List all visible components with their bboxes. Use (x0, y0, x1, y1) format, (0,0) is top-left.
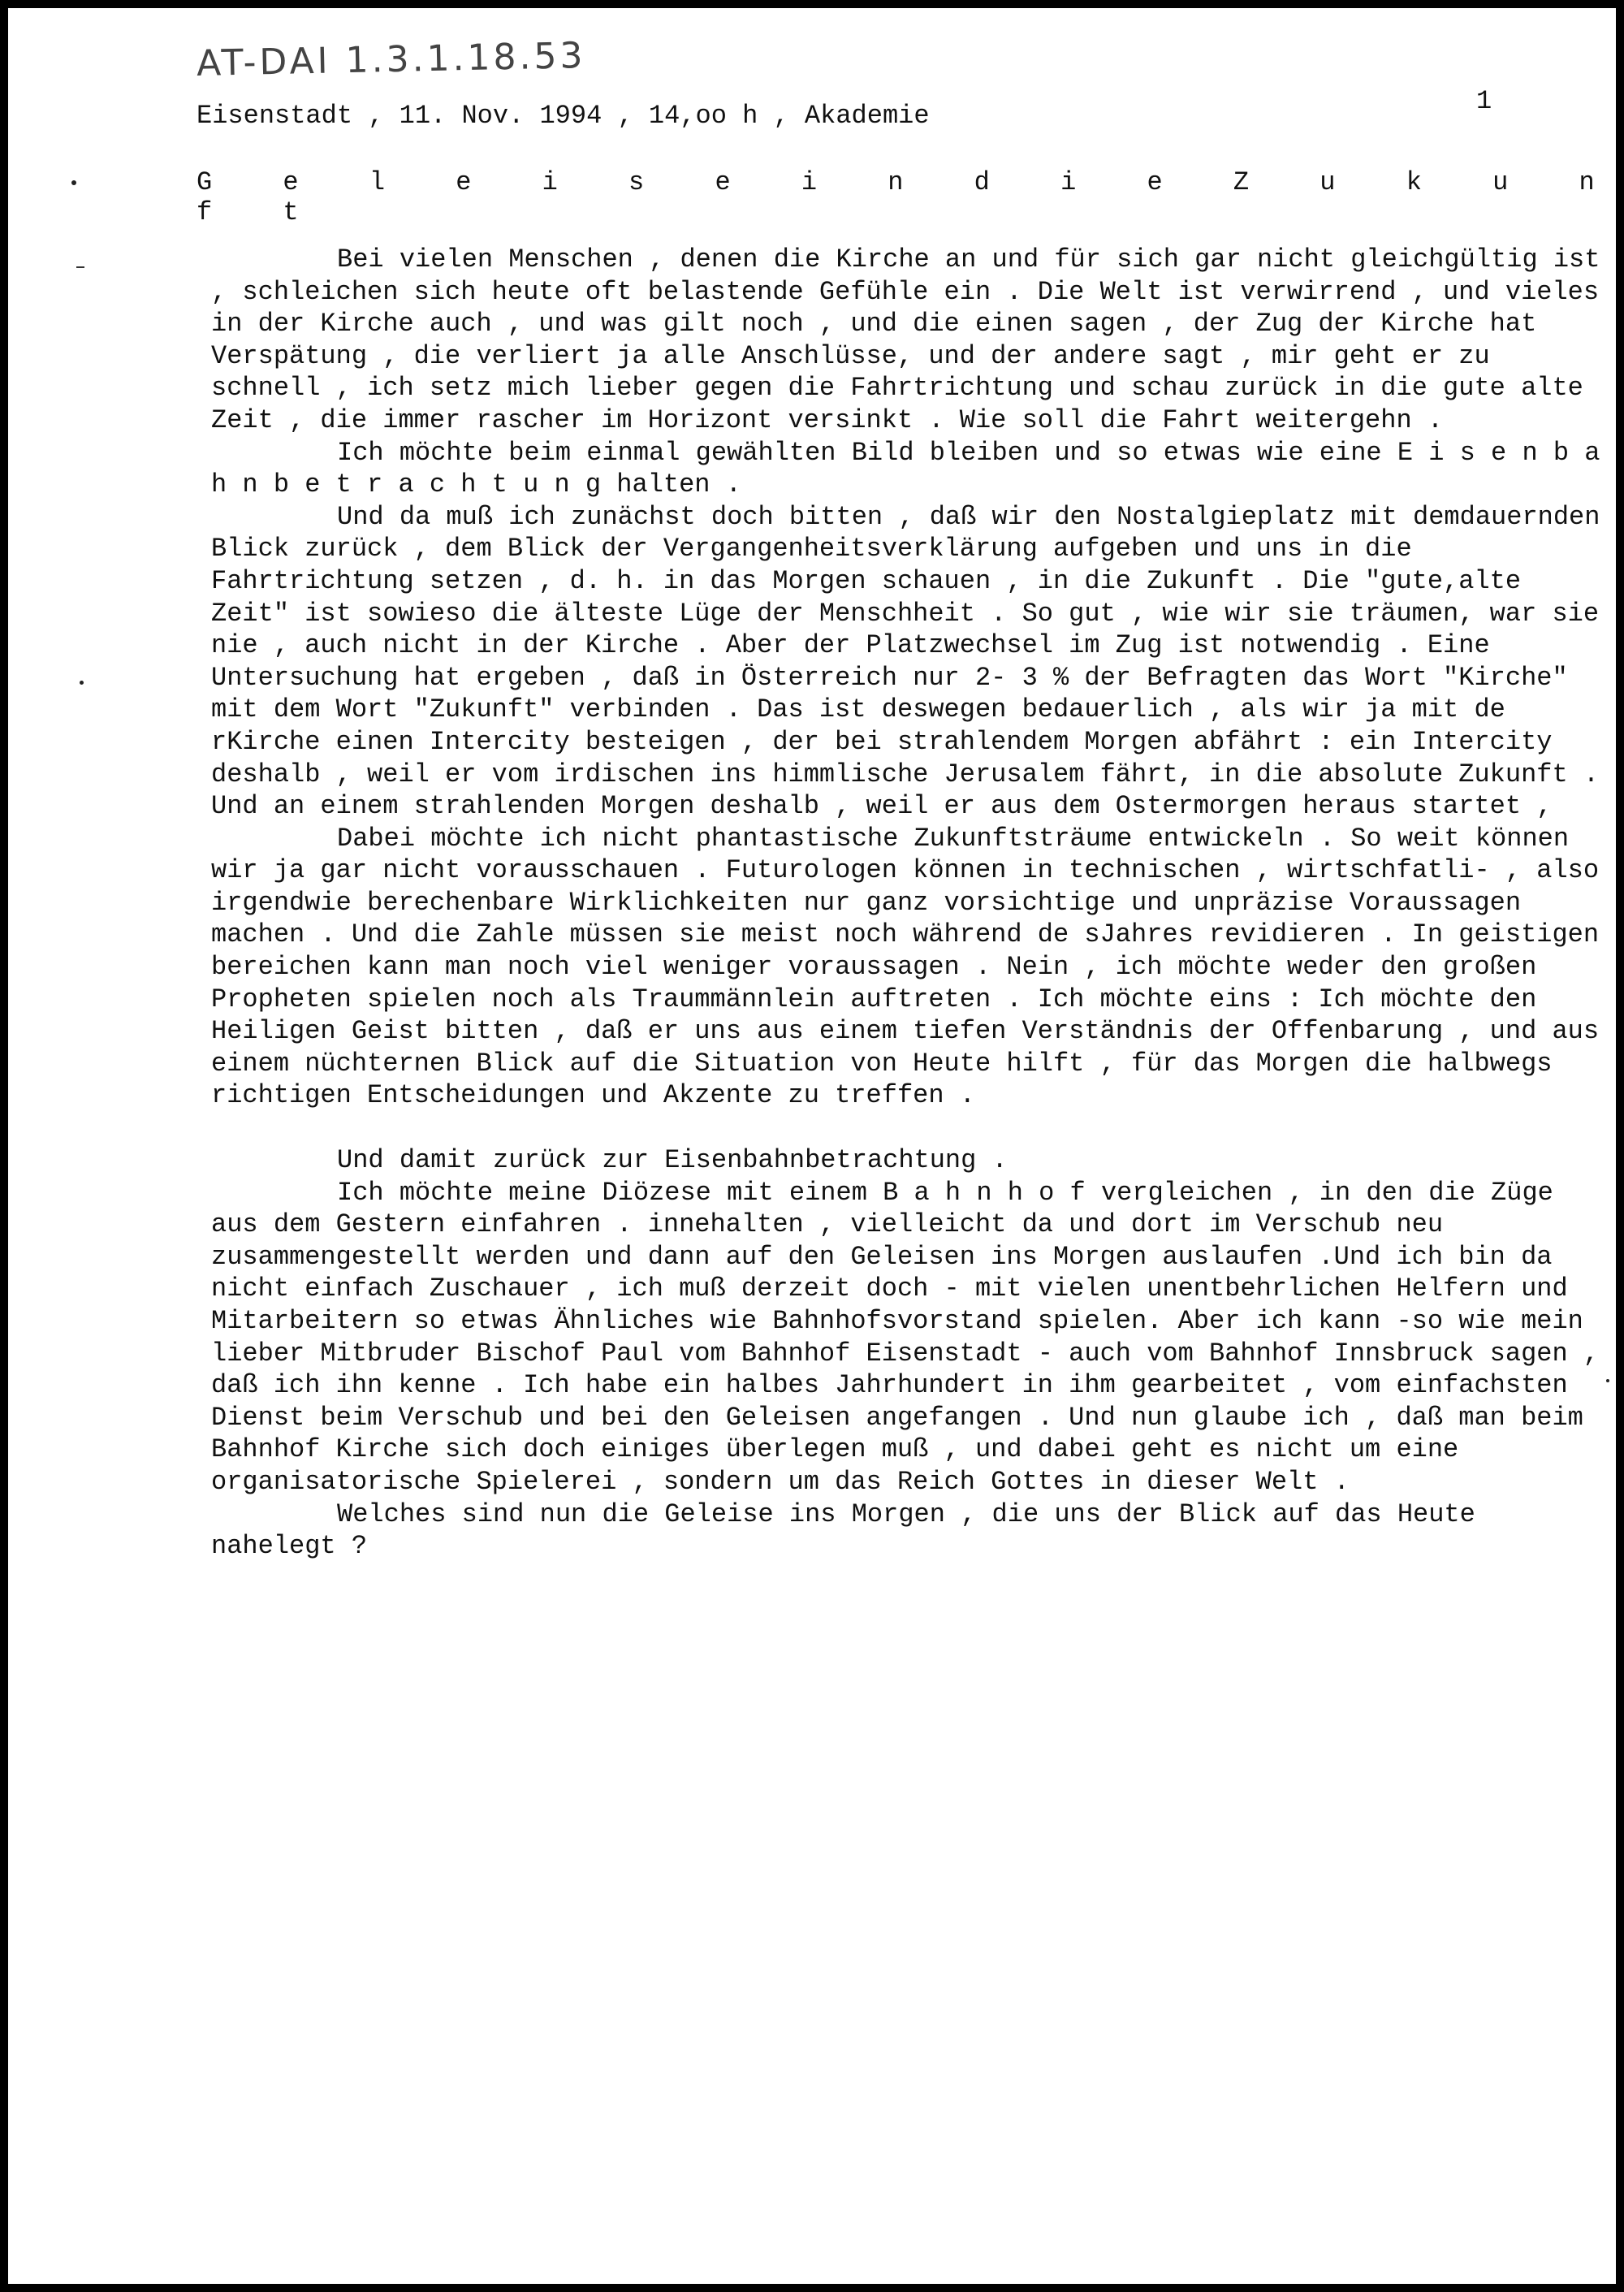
document-header: Eisenstadt , 11. Nov. 1994 , 14,oo h , Akademie (197, 101, 930, 131)
archive-mark: AT-DAI 1.3.1.18.53 (196, 34, 586, 85)
paragraph: Und damit zurück zur Eisenbahnbetrachtung . (337, 1145, 1008, 1176)
paragraph: Und da muß ich zunächst doch bitten , daß wir den Nostalgieplatz mit demdauernden Blick zurück , dem Blick der Vergangenheitsverklärung aufgeben und uns in die Fahrtrichtung setzen , d. h. in das Morgen schauen , in die Zukunft . Die "gute,alte Zeit" ist sowieso die älteste Lüge der Menschheit . So gut , wie wir sie träumen, war sie nie , auch nicht in der Kirche . Aber der Platzwechsel im Zug ist notwendig . Eine Untersuchung hat ergeben , daß in Österreich nur 2- 3 % der Befragten das Wort "Kirche" mit dem Wort "Zukunft" verbinden . Das ist deswegen bedauerlich , als wir ja mit de rKirche einen Intercity besteigen , der bei strahlendem Morgen abfährt : ein Intercity deshalb , weil er vom irdischen ins himmlische Jerusalem fährt, in die absolute Zukunft . Und an einem strahlenden Morgen deshalb , weil er aus dem Ostermorgen heraus startet , (211, 501, 1616, 822)
document-page (8, 8, 1616, 2284)
paragraph-gap (211, 1112, 1608, 1144)
paragraph: Ich möchte meine Diözese mit einem B a h n h o f vergleichen , in den die Züge aus dem Gestern einfahren . innehalten , vielleicht da und dort im Verschub neu zusammengestellt werden und dann auf den Geleisen ins Morgen auslaufen .Und ich bin da nicht einfach Zuschauer , ich muß derzeit doch - mit vielen unentbehrlichen Helfern und Mitarbeitern so etwas Ähnliches wie Bahnhofsvorstand spielen. Aber ich kann -so wie mein lieber Mitbruder Bischof Paul vom Bahnhof Eisenstadt - auch vom Bahnhof Innsbruck sagen , daß ich ihn kenne . Ich habe ein halbes Jahrhundert in ihm gearbeitet , vom einfachsten Dienst beim Verschub und bei den Geleisen angefangen . Und nun glaube ich , daß man beim Bahnhof Kirche sich doch einiges überlegen muß , und dabei geht es nicht um eine organisatorische Spielerei , sondern um das Reich Gottes in dieser Welt . (211, 1177, 1615, 1497)
document-title: G e l e i s e i n d i e Z u k u n f t (197, 167, 1606, 227)
margin-mark (71, 180, 76, 185)
page-number: 1 (1476, 86, 1492, 116)
document-body (211, 244, 1616, 1563)
margin-mark (80, 681, 84, 685)
paragraph: Ich möchte beim einmal gewählten Bild bleiben und so etwas wie eine E i s e n b a h n b e t r a c h t u n g halten . (211, 437, 1616, 500)
paragraph: Bei vielen Menschen , denen die Kirche an und für sich gar nicht gleichgültig ist , schleichen sich heute oft belastende Gefühle ein . Die Welt ist verwirrend , und vieles in der Kirche auch , und was gilt noch , und die einen sagen , der Zug der Kirche hat Verspätung , die verliert ja alle Anschlüsse, und der andere sagt , mir geht er zu schnell , ich setz mich lieber gegen die Fahrtrichtung und schau zurück in die gute alte Zeit , die immer rascher im Horizont versinkt . Wie soll die Fahrt weitergehn . (211, 244, 1616, 435)
paragraph: Dabei möchte ich nicht phantastische Zukunftsträume entwickeln . So weit können wir ja gar nicht vorausschauen . Futurologen können in technischen , wirtschfatli- , also irgendwie berechenbare Wirklichkeiten nur ganz vorsichtige und unpräzise Voraussagen machen . Und die Zahle müssen sie meist noch während de sJahres revidieren . In geistigen bereichen kann man noch viel weniger voraussagen . Nein , ich möchte weder den großen Propheten spielen noch als Traummännlein auftreten . Ich möchte eins : Ich möchte den Heiligen Geist bitten , daß er uns aus einem tiefen Verständnis der Offenbarung , und aus einem nüchternen Blick auf die Situation von Heute hilft , für das Morgen die halbwegs richtigen Entscheidungen und Akzente zu treffen . (211, 823, 1615, 1111)
paragraph: Welches sind nun die Geleise ins Morgen , die uns der Blick auf das Heute nahelegt ? (211, 1498, 1492, 1562)
margin-mark (76, 266, 84, 268)
